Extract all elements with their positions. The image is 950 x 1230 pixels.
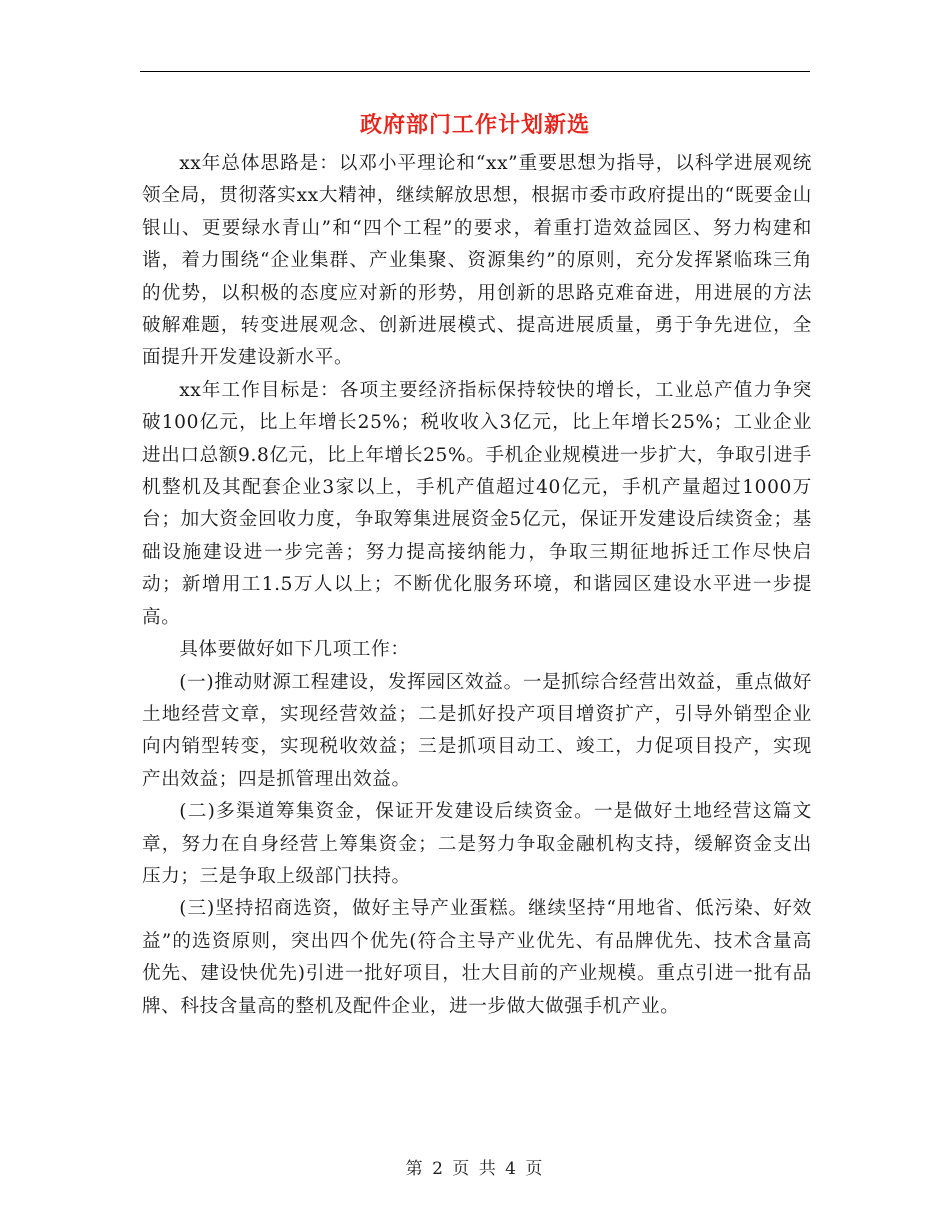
- paragraph-task-1: (一)推动财源工程建设，发挥园区效益。一是抓综合经营出效益，重点做好土地经营文章，实现经营效益；二是抓好投产项目增资扩产，引导外销型企业向内销型转变，实现税收效益；三是抓项目动工、竣工，力促项目投产，实现产出效益；四是抓管理出效益。: [142, 671, 812, 790]
- header-rule: [140, 71, 810, 72]
- paragraph-task-2: (二)多渠道筹集资金，保证开发建设后续资金。一是做好土地经营这篇文章，努力在自身经营上筹集资金；二是努力争取金融机构支持，缓解资金支出压力；三是争取上级部门扶持。: [142, 801, 812, 887]
- paragraph-tasks-intro: 具体要做好如下几项工作：: [179, 639, 410, 661]
- document-title: 政府部门工作计划新选: [359, 112, 590, 138]
- paragraph-overall-approach: xx年总体思路是：以邓小平理论和“xx”重要思想为指导，以科学进展观统领全局，贯彻落实xx大精神，继续解放思想，根据市委市政府提出的“既要金山银山、更要绿水青山”和“四个工程”的要求，着重打造效益园区、努力构建和谐，着力围绕“企业集群、产业集聚、资源集约”的原则，充分发挥紧临珠三角的优势，以积极的态度应对新的形势，用创新的思路克难奋进，用进展的方法破解难题，转变进展观念、创新进展模式、提高进展质量，勇于争先进位，全面提升开发建设新水平。: [142, 153, 812, 369]
- paragraph-work-targets: xx年工作目标是：各项主要经济指标保持较快的增长，工业总产值力争突破100亿元，比上年增长25%；税收收入3亿元，比上年增长25%；工业企业进出口总额9.8亿元，比上年增长25%。手机企业规模进一步扩大，争取引进手机整机及其配套企业3家以上，手机产值超过40亿元，手机产量超过1000万台；加大资金回收力度，争取筹集进展资金5亿元，保证开发建设后续资金；基础设施建设进一步完善；努力提高接纳能力，争取三期征地拆迁工作尽快启动；新增用工1.5万人以上；不断优化服务环境，和谐园区建设水平进一步提高。: [142, 379, 812, 628]
- page-number: 第 2 页 共 4 页: [405, 1159, 545, 1179]
- document-body: [142, 148, 812, 1023]
- paragraph-task-3: (三)坚持招商选资，做好主导产业蛋糕。继续坚持“用地省、低污染、好效益”的选资原则，突出四个优先(符合主导产业优先、有品牌优先、技术含量高优先、建设快优先)引进一批好项目，壮大目前的产业规模。重点引进一批有品牌、科技含量高的整机及配件企业，进一步做大做强手机产业。: [142, 898, 812, 1017]
